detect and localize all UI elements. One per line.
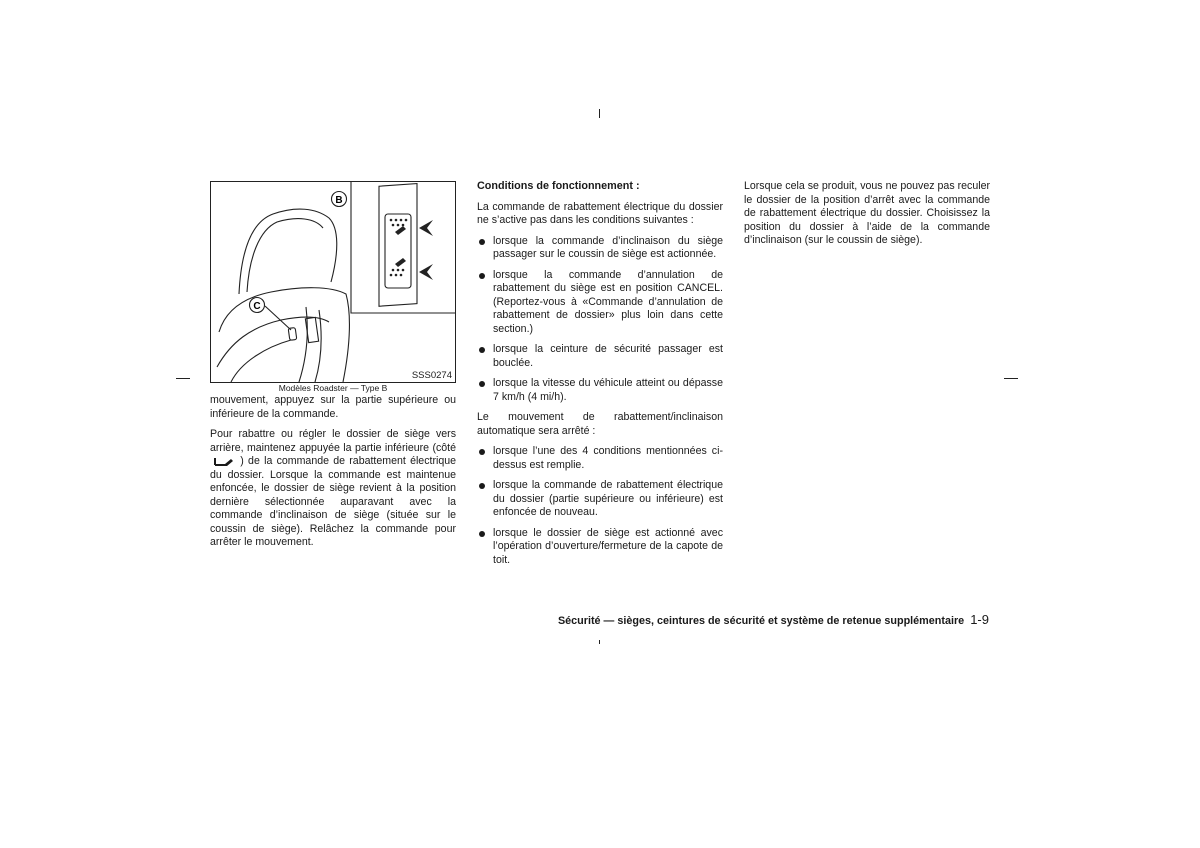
label-c: C xyxy=(253,301,261,312)
bullet-icon xyxy=(479,273,485,279)
list-item xyxy=(477,235,723,262)
left-paragraph-2-start: Pour rabattre ou régler le dossier de siège vers arrière, maintenez appuyée la partie inférieure (côté xyxy=(210,428,456,454)
right-paragraph-1: Lorsque cela se produit, vous ne pouvez pas reculer le dossier de la position d’arrêt avec la commande de rabattement électrique du dossier. Choisissez la position du dossier à l’aide de la commande d’inclinaison (sur le coussin de siège). xyxy=(744,180,990,246)
figure-caption: Modèles Roadster — Type B xyxy=(278,383,388,393)
left-paragraph-1: mouvement, appuyez sur la partie supérieure ou inférieure de la commande. xyxy=(210,394,456,420)
list-item-text: lorsque l’une des 4 conditions mentionnées ci-dessus est remplie. xyxy=(493,445,723,471)
bullet-icon xyxy=(479,239,485,245)
bullet-icon xyxy=(479,347,485,353)
list-item-text: lorsque le dossier de siège est actionné avec l’opération d’ouverture/fermeture de la capote de toit. xyxy=(493,526,723,566)
left-paragraph-2 xyxy=(210,428,456,550)
seat-drawing xyxy=(211,182,455,382)
page-footer xyxy=(558,612,989,627)
list-item-text: lorsque la commande de rabattement électrique du dossier (partie supérieure ou inférieure) est enfoncée de nouveau. xyxy=(493,479,723,518)
list-item xyxy=(477,343,723,370)
footer-title: Sécurité — sièges, ceintures de sécurité et système de retenue supplémentaire xyxy=(557,615,965,627)
stop-intro: Le mouvement de rabattement/inclinaison automatique sera arrêté : xyxy=(477,411,723,437)
crop-mark-right xyxy=(1004,378,1018,379)
crop-mark-bottom xyxy=(599,640,600,644)
list-item xyxy=(477,479,723,520)
seat-illustration xyxy=(210,181,456,383)
right-column xyxy=(744,180,990,255)
bullet-icon xyxy=(479,449,485,455)
left-column xyxy=(210,394,456,557)
list-item-text: lorsque la ceinture de sécurité passager est bouclée. xyxy=(493,343,723,369)
conditions-list xyxy=(477,235,723,405)
list-item xyxy=(477,269,723,337)
label-b: B xyxy=(335,195,343,206)
list-item xyxy=(477,377,723,404)
figure-code: SSS0274 xyxy=(411,370,452,381)
bullet-icon xyxy=(479,531,485,537)
list-item xyxy=(477,527,723,568)
page-number: 1-9 xyxy=(970,612,989,627)
crop-mark-left xyxy=(176,378,190,379)
conditions-intro: La commande de rabattement électrique du dossier ne s’active pas dans les conditions suivantes : xyxy=(477,200,723,226)
bullet-icon xyxy=(479,483,485,489)
list-item-text: lorsque la vitesse du véhicule atteint ou dépasse 7 km/h (4 mi/h). xyxy=(493,377,723,403)
stop-list xyxy=(477,445,723,567)
middle-column xyxy=(477,180,723,574)
list-item xyxy=(477,445,723,472)
crop-mark-top xyxy=(599,109,600,118)
left-paragraph-2-end: ) de la commande de rabattement électrique du dossier. Lorsque la commande est maintenue enfoncée, le dossier de siège revient à la position dernière sélectionnée auparavant avec la commande d’inclinaison de siège (située sur le coussin de siège). Relâchez la commande pour arrêter le mouvement. xyxy=(210,455,456,548)
list-item-text: lorsque la commande d’annulation de rabattement du siège est en position CANCEL. (Reportez-vous à «Commande d’annulation de rabattement de dossier» plus loin dans cette section.) xyxy=(493,268,723,335)
list-item-text: lorsque la commande d’inclinaison du siège passager sur le coussin de siège est actionnée. xyxy=(493,234,723,260)
conditions-heading: Conditions de fonctionnement : xyxy=(477,180,640,192)
seat-recline-icon xyxy=(210,455,236,467)
bullet-icon xyxy=(479,381,485,387)
